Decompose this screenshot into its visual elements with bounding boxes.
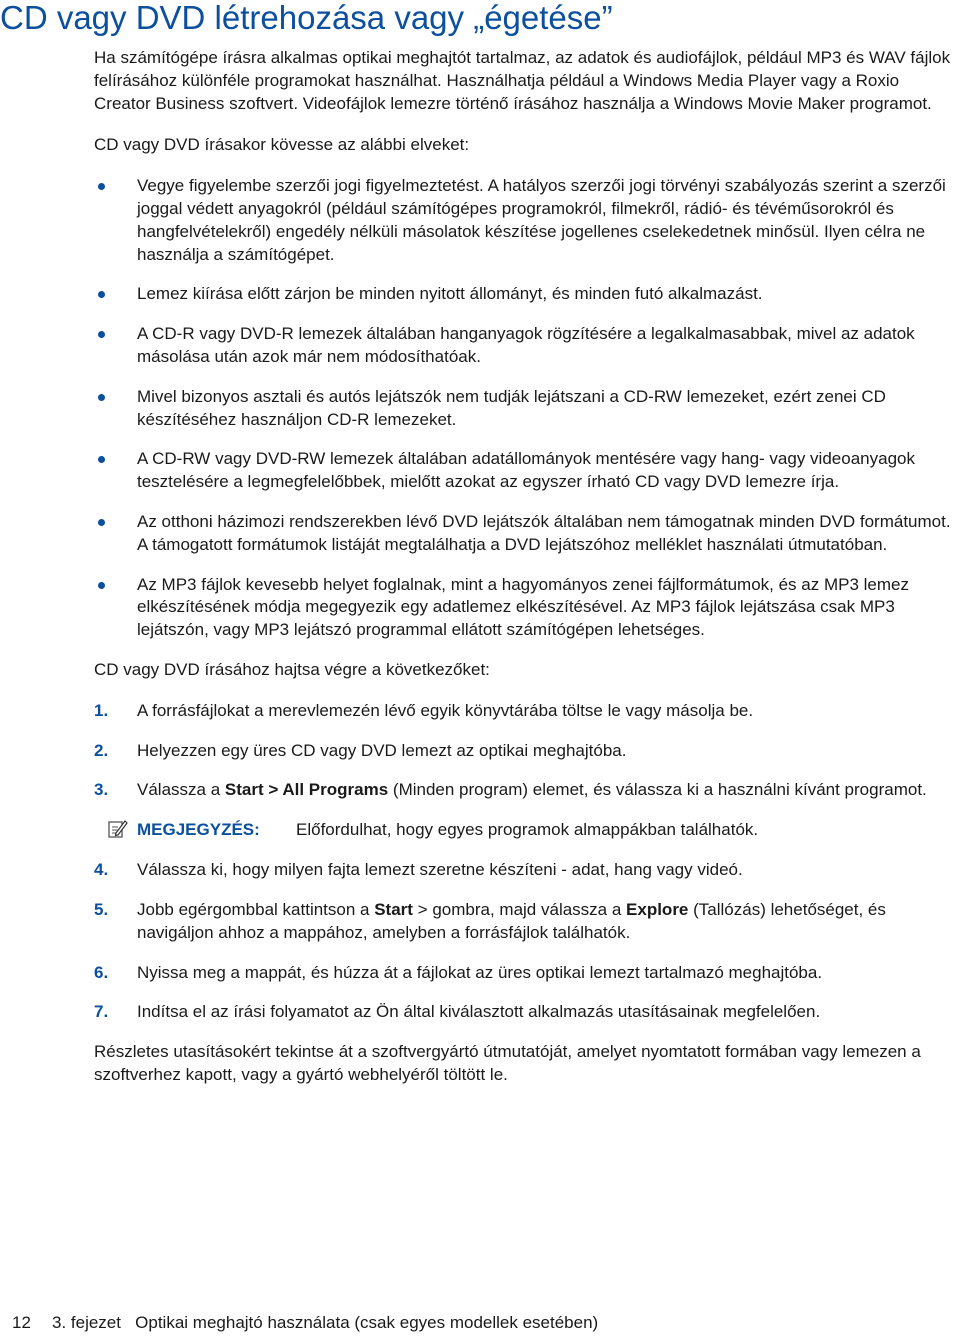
list-item-text: Az MP3 fájlok kevesebb helyet foglalnak, mint a hagyományos zenei fájlformátumok, és az MP3 lemez elkészítésének módja megegyezik egy adatlemez elkészítésével. Az MP3 fájlok lejátszása csak MP3 lejátszón, vagy MP3 lejátszó programmal ellátott számítógépen lehetséges. (137, 574, 909, 640)
step-item (94, 859, 960, 882)
step-item (94, 899, 960, 945)
list-item (94, 386, 960, 432)
bullet-icon (98, 456, 105, 463)
step-number: 2. (94, 740, 109, 760)
step-number: 3. (94, 780, 109, 800)
list-item (94, 511, 960, 557)
main-content (94, 47, 960, 1105)
step-number: 5. (94, 899, 109, 919)
list-item-text: Vegye figyelembe szerzői jogi figyelmeztetést. A hatályos szerzői jogi törvényi szabályozás szerint a szerzői joggal védett anyagokról (például számítógépes programokról, filmekről, rádió- és tévéműsorokról és hangfelvételekről) engedély nélküli másolatok készítése jogellenes cselekedetnek minősül. Ilyen célra ne használja a számítógépet. (137, 176, 946, 264)
steps-list (94, 700, 960, 802)
list-item-text: Lemez kiírása előtt zárjon be minden nyitott állományt, és minden futó alkalmazást. (137, 284, 763, 304)
guidelines-heading: CD vagy DVD írásakor kövesse az alábbi elveket: (94, 135, 470, 155)
steps-heading: CD vagy DVD írásához hajtsa végre a következőket: (94, 659, 490, 679)
step-number: 4. (94, 860, 109, 880)
step-text: Válassza ki, hogy milyen fajta lemezt szeretne készíteni - adat, hang vagy videó. (137, 860, 743, 880)
step-item (94, 779, 960, 802)
closing-paragraph: Részletes utasításokért tekintse át a szoftvergyártó útmutatóját, amelyet nyomtatott formában vagy lemezen a szoftverhez kapott, vagy a gyártó webhelyéről töltött le. (94, 1042, 921, 1084)
bullet-icon (98, 519, 105, 526)
step-text-bold: Explore (626, 899, 689, 919)
step-item (94, 1001, 960, 1024)
step-text: A forrásfájlokat a merevlemezén lévő egyik könyvtárába töltse le vagy másolja be. (137, 700, 754, 720)
bullet-icon (98, 331, 105, 338)
guidelines-list (94, 175, 960, 642)
step-item (94, 962, 960, 985)
list-item-text: A CD-R vagy DVD-R lemezek általában hanganyagok rögzítésére a legalkalmasabbak, mivel az adatok másolása után azok már nem módosíthatóak. (137, 324, 915, 366)
list-item (94, 323, 960, 369)
note-pencil-icon (108, 819, 128, 839)
step-number: 7. (94, 1002, 109, 1022)
list-item (94, 448, 960, 494)
page-number: 12 (12, 1313, 31, 1332)
list-item (94, 175, 960, 266)
list-item-text: Mivel bizonyos asztali és autós lejátszók nem tudják lejátszani a CD-RW lemezeket, ezért zenei CD készítéséhez használjon CD-R lemezeket. (137, 386, 886, 429)
list-item (94, 283, 960, 306)
step-number: 1. (94, 700, 109, 720)
step-text-pre: Válassza a (137, 780, 225, 800)
list-item-text: Az otthoni házimozi rendszerekben lévő DVD lejátszók általában nem támogatnak minden DVD formátumot. A támogatott formátumok listáját megtalálhatja a DVD lejátszóhoz melléklet használati útmutatóban. (137, 511, 951, 554)
bullet-icon (98, 291, 105, 298)
step-text: Helyezzen egy üres CD vagy DVD lemezt az optikai meghajtóba. (137, 740, 627, 760)
bullet-icon (98, 394, 105, 401)
step-text-bold: Start > All Programs (224, 780, 389, 800)
step-text-post: (Tallózás) lehetőséget, és navigáljon ahhoz a mappához, amelyben a forrásfájlok találhatók. (137, 899, 886, 942)
bullet-icon (98, 582, 105, 589)
chapter-title: 3. fejezet Optikai meghajtó használata (csak egyes modellek esetében) (52, 1313, 599, 1332)
steps-list-continued (94, 859, 960, 1024)
step-text-pre: Jobb egérgombbal kattintson a (137, 899, 375, 919)
step-text-post: (Minden program) elemet, és válassza ki a használni kívánt programot. (388, 780, 927, 800)
list-item (94, 574, 960, 642)
note-callout (94, 819, 960, 842)
step-text: Indítsa el az írási folyamatot az Ön által kiválasztott alkalmazás utasításainak megfelelően. (137, 1002, 821, 1022)
note-label: MEGJEGYZÉS: (137, 820, 260, 840)
step-item (94, 740, 960, 763)
step-number: 6. (94, 962, 109, 982)
step-item (94, 700, 960, 723)
page-title: CD vagy DVD létrehozása vagy „égetése” (0, 0, 613, 36)
step-text-mid: > gombra, majd válassza a (412, 899, 627, 919)
bullet-icon (98, 183, 105, 190)
list-item-text: A CD-RW vagy DVD-RW lemezek általában adatállományok mentésére vagy hang- vagy videoanyagok tesztelésére a legmegfelelőbbek, mielőtt azokat az egyszer írható CD vagy DVD lemezre írja. (137, 449, 915, 492)
note-text: Előfordulhat, hogy egyes programok almappákban találhatók. (296, 820, 759, 840)
page-footer (12, 1312, 598, 1334)
step-text-bold: Start (374, 899, 413, 919)
step-text: Nyissa meg a mappát, és húzza át a fájlokat az üres optikai lemezt tartalmazó meghajtóba. (137, 962, 823, 982)
intro-paragraph: Ha számítógépe írásra alkalmas optikai meghajtót tartalmaz, az adatok és audiofájlok, például MP3 és WAV fájlok felírásához különféle programokat használhat. Használhatja például a Windows Media Player vagy a Roxio Creator Business szoftvert. Videofájlok lemezre történő írásához használja a Windows Movie Maker programot. (94, 48, 951, 113)
